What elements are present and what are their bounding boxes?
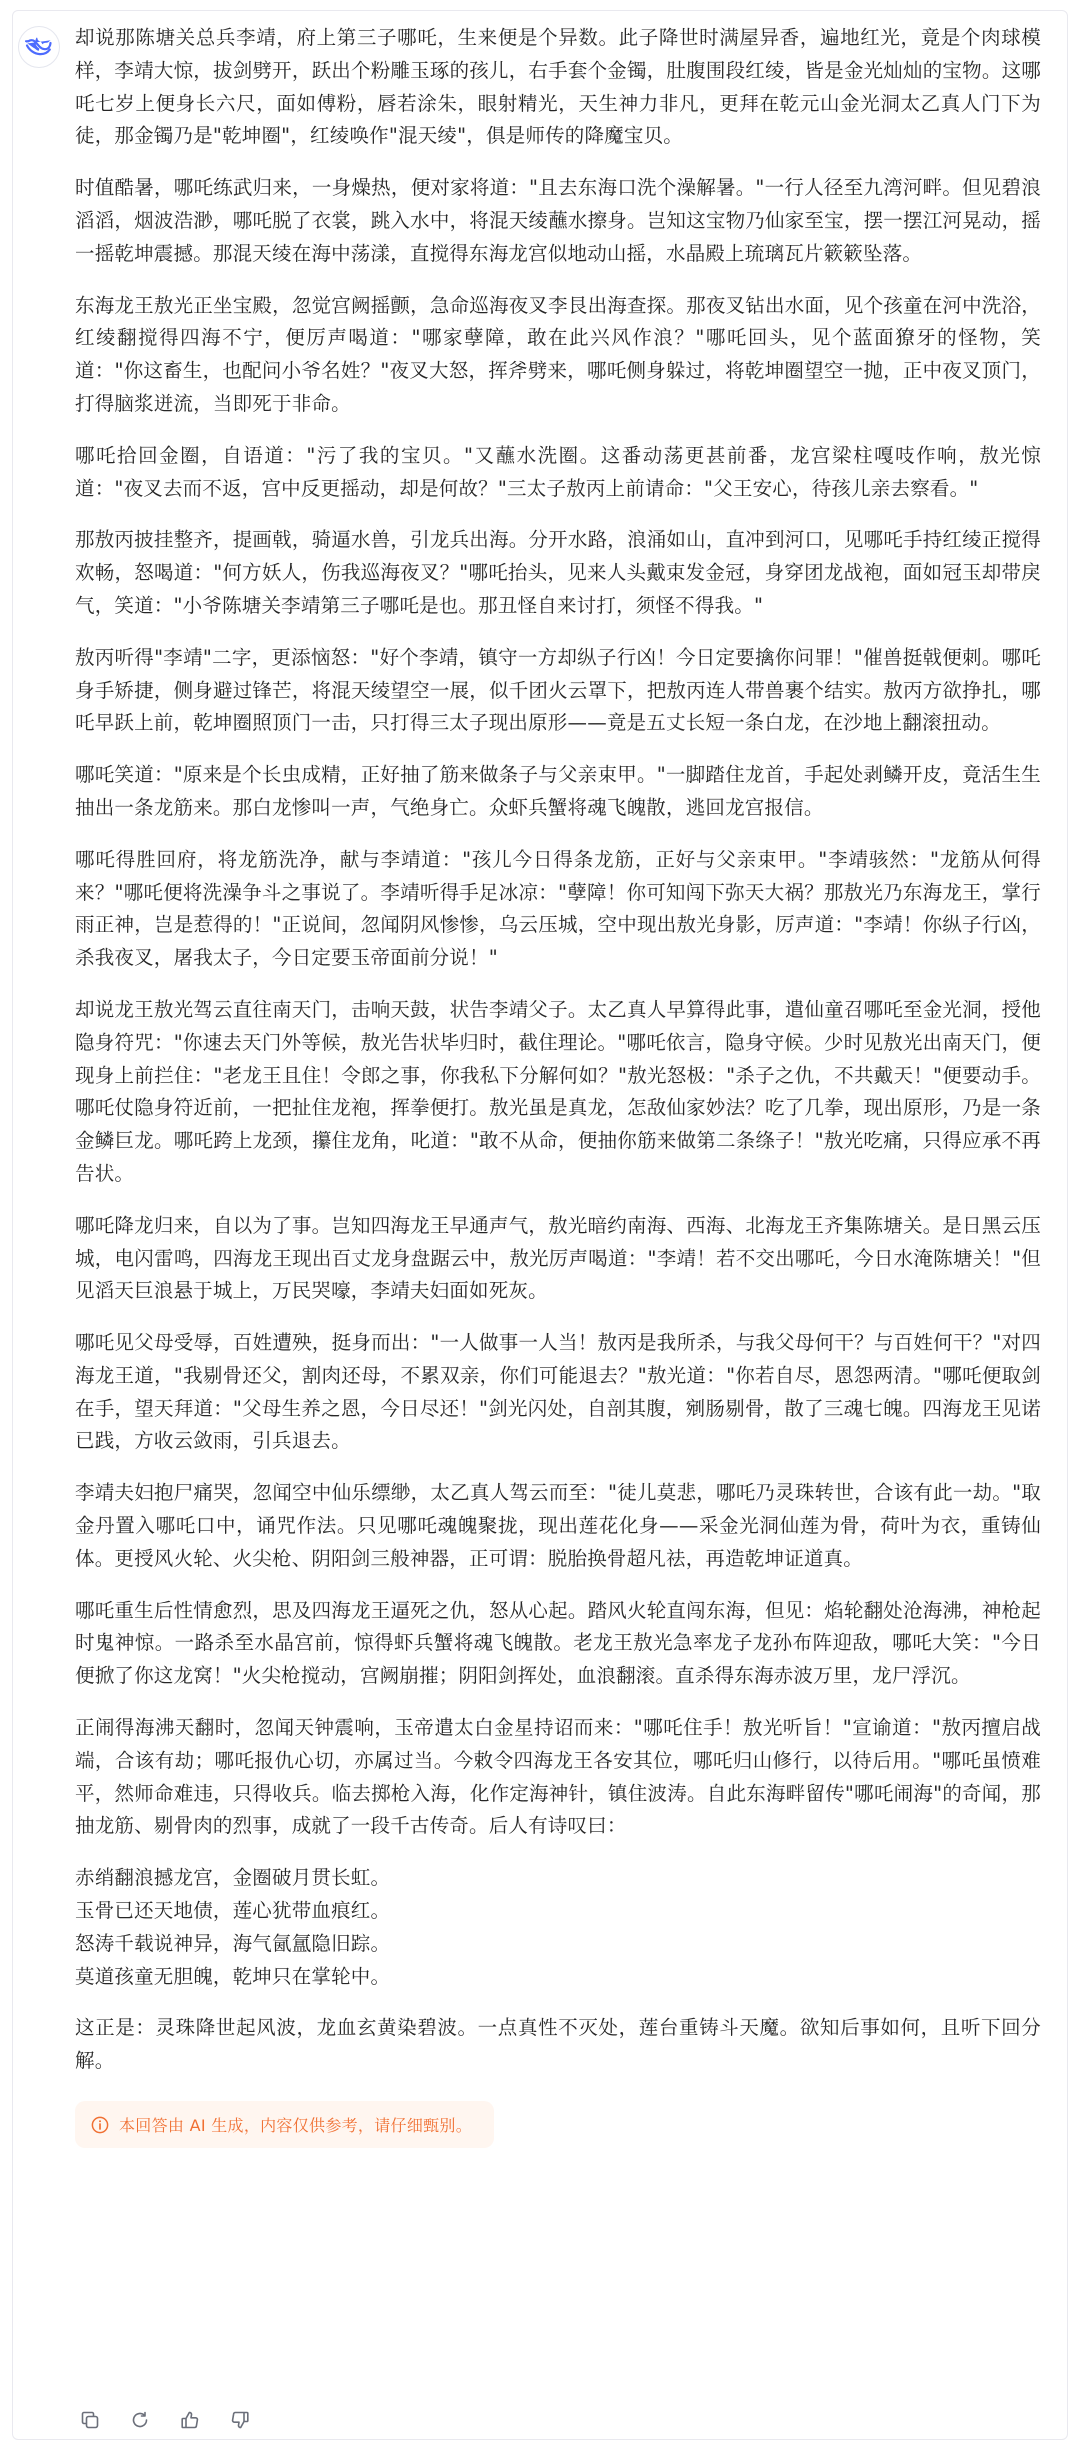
answer-paragraph: 敖丙听得"李靖"二字，更添恼怒："好个李靖，镇守一方却纵子行凶！今日定要擒你问罪！"催兽挺戟便刺。哪吒身手矫捷，侧身避过锋芒，将混天绫望空一展，似千团火云罩下，把敖丙连人带兽裹个结实。敖丙方欲挣扎，哪吒早跃上前，乾坤圈照顶门一击，只打得三太子现出原形——竟是五丈长短一条白龙，在沙地上翻滚扭动。 [75,645,1041,735]
answer-paragraph: 东海龙王敖光正坐宝殿，忽觉宫阙摇颤，急命巡海夜叉李艮出海查探。那夜叉钻出水面，见个孩童在河中洗浴，红绫翻搅得四海不宁，便厉声喝道："哪家孽障，敢在此兴风作浪？"哪吒回头，见个蓝面獠牙的怪物，笑道："你这畜生，也配问小爷名姓？"夜叉大怒，挥斧劈来，哪吒侧身躲过，将乾坤圈望空一抛，正中夜叉顶门，打得脑浆迸流，当即死于非命。 [75,293,1041,415]
regenerate-button[interactable] [128,2408,152,2432]
answer-paragraph: 哪吒笑道："原来是个长虫成精，正好抽了筋来做条子与父亲束甲。"一脚踏住龙首，手起处剥鳞开皮，竟活生生抽出一条龙筋来。那白龙惨叫一声，气绝身亡。众虾兵蟹将魂飞魄散，逃回龙宫报信。 [75,763,1041,819]
answer-paragraph: 却说那陈塘关总兵李靖，府上第三子哪吒，生来便是个异数。此子降世时满屋异香，遍地红光，竟是个肉球模样，李靖大惊，拔剑劈开，跃出个粉雕玉琢的孩儿，右手套个金镯，肚腹围段红绫，皆是金光灿灿的宝物。这哪吒七岁上便身长六尺，面如傅粉，唇若涂朱，眼射精光，天生神力非凡，更拜在乾元山金光洞太乙真人门下为徒，那金镯乃是"乾坤圈"，红绫唤作"混天绫"，俱是师传的降魔宝贝。 [75,26,1041,148]
disclaimer-text: 本回答由 AI 生成，内容仅供参考，请仔细甄别。 [119,2116,473,2136]
closing-paragraph: 这正是：灵珠降世起风波，龙血玄黄染碧波。一点真性不灭处，莲台重铸斗天魔。欲知后事如何，且听下回分解。 [75,2016,1041,2073]
thumbs-down-icon [230,2410,250,2430]
answer-paragraph: 哪吒重生后性情愈烈，思及四海龙王逼死之仇，怒从心起。踏风火轮直闯东海，但见：焰轮翻处沧海沸，神枪起时鬼神惊。一路杀至水晶宫前，惊得虾兵蟹将魂飞魄散。老龙王敖光急率龙子龙孙布阵迎敌，哪吒大笑："今日便掀了你这龙窝！"火尖枪搅动，宫阙崩摧；阴阳剑挥处，血浪翻滚。直杀得东海赤波万里，龙尸浮沉。 [75,1598,1041,1688]
answer-paragraph: 那敖丙披挂整齐，提画戟，骑逼水兽，引龙兵出海。分开水路，浪涌如山，直冲到河口，见哪吒手持红绫正搅得欢畅，怒喝道："何方妖人，伤我巡海夜叉？"哪吒抬头，见来人头戴束发金冠，身穿团龙战袍，面如冠玉却带戾气，笑道："小爷陈塘关李靖第三子哪吒是也。那丑怪自来讨打，须怪不得我。" [75,528,1041,617]
copy-icon [80,2410,100,2430]
poem-line: 怒涛千载说神异，海气氤氲隐旧踪。 [75,1931,391,1955]
poem-line: 莫道孩童无胆魄，乾坤只在掌轮中。 [75,1964,391,1988]
answer-paragraph: 时值酷暑，哪吒练武归来，一身燥热，便对家将道："且去东海口洗个澡解暑。"一行人径至九湾河畔。但见碧浪滔滔，烟波浩渺，哪吒脱了衣裳，跳入水中，将混天绫蘸水擦身。岂知这宝物乃仙家至宝，摆一摆江河晃动，摇一摇乾坤震撼。那混天绫在海中荡漾，直搅得东海龙宫似地动山摇，水晶殿上琉璃瓦片簌簌坠落。 [75,176,1041,265]
answer-paragraph: 哪吒降龙归来，自以为了事。岂知四海龙王早通声气，敖光暗约南海、西海、北海龙王齐集陈塘关。是日黑云压城，电闪雷鸣，四海龙王现出百丈龙身盘踞云中，敖光厉声喝道："李靖！若不交出哪吒，今日水淹陈塘关！"但见滔天巨浪悬于城上，万民哭嚎，李靖夫妇面如死灰。 [75,1213,1041,1303]
answer-paragraph: 哪吒得胜回府，将龙筋洗净，献与李靖道："孩儿今日得条龙筋，正好与父亲束甲。"李靖骇然："龙筋从何得来？"哪吒便将洗澡争斗之事说了。李靖听得手足冰凉："孽障！你可知闯下弥天大祸？那敖光乃东海龙王，掌行雨正神，岂是惹得的！"正说间，忽闻阴风惨惨，乌云压城，空中现出敖光身影，厉声道："李靖！你纵子行凶，杀我夜叉，屠我太子，今日定要玉帝面前分说！" [75,847,1041,970]
answer-paragraph: 李靖夫妇抱尸痛哭，忽闻空中仙乐缥缈，太乙真人驾云而至："徒儿莫悲，哪吒乃灵珠转世，合该有此一劫。"取金丹置入哪吒口中，诵咒作法。只见哪吒魂魄聚拢，现出莲花化身——采金光洞仙莲为骨，荷叶为衣，重铸仙体。更授风火轮、火尖枪、阴阳剑三般神器，正可谓：脱胎换骨超凡祛，再造乾坤证道真。 [75,1481,1041,1570]
answer-paragraph: 正闹得海沸天翻时，忽闻天钟震响，玉帝遣太白金星持诏而来："哪吒住手！敖光听旨！"宣谕道："敖丙擅启战端，合该有劫；哪吒报仇心切，亦属过当。今敕令四海龙王各安其位，哪吒归山修行，以待后用。"哪吒虽愤难平，然师命难违，只得收兵。临去掷枪入海，化作定海神针，镇住波涛。自此东海畔留传"哪吒闹海"的奇闻，那抽龙筋、剔骨肉的烈事，成就了一段千古传奇。后人有诗叹曰： [75,1716,1041,1838]
info-icon [91,2116,109,2134]
poem-line: 玉骨已还天地债，莲心犹带血痕红。 [75,1899,391,1923]
thumbs-up-icon [180,2410,200,2430]
regenerate-icon [130,2410,150,2430]
ai-disclaimer-notice [75,2101,494,2148]
copy-button[interactable] [78,2408,102,2432]
like-button[interactable] [178,2408,202,2432]
assistant-avatar [18,26,60,68]
whale-logo-icon [25,36,53,58]
poem-line: 赤绡翻浪撼龙宫，金圈破月贯长虹。 [75,1866,391,1890]
answer-paragraph: 却说龙王敖光驾云直往南天门，击响天鼓，状告李靖父子。太乙真人早算得此事，遣仙童召哪吒至金光洞，授他隐身符咒："你速去天门外等候，敖光告状毕归时，截住理论。"哪吒依言，隐身守候。少时见敖光出南天门，便现身上前拦住："老龙王且住！令郎之事，你我私下分解何如？"敖光怒极："杀子之仇，不共戴天！"便要动手。哪吒仗隐身符近前，一把扯住龙袍，挥拳便打。敖光虽是真龙，怎敌仙家妙法？吃了几拳，现出原形，乃是一条金鳞巨龙。哪吒跨上龙颈，攥住龙角，叱道："敢不从命，便抽你筋来做第二条绦子！"敖光吃痛，只得应承不再告状。 [75,997,1041,1185]
message-actions [78,2408,252,2432]
answer-paragraph: 哪吒见父母受辱，百姓遭殃，挺身而出："一人做事一人当！敖丙是我所杀，与我父母何干？与百姓何干？"对四海龙王道，"我剔骨还父，割肉还母，不累双亲，你们可能退去？"敖光道："你若自尽，恩怨两清。"哪吒便取剑在手，望天拜道："父母生养之恩，今日尽还！"剑光闪处，自剖其腹，剜肠剔骨，散了三魂七魄。四海龙王见诺已践，方收云敛雨，引兵退去。 [75,1331,1041,1453]
poem-block [75,1862,1041,1993]
assistant-answer [75,22,1041,2148]
dislike-button[interactable] [228,2408,252,2432]
answer-paragraph: 哪吒拾回金圈，自语道："污了我的宝贝。"又蘸水洗圈。这番动荡更甚前番，龙宫梁柱嘎吱作响，敖光惊道："夜叉去而不返，宫中反更摇动，却是何故？"三太子敖丙上前请命："父王安心，待孩儿亲去察看。" [75,443,1041,500]
